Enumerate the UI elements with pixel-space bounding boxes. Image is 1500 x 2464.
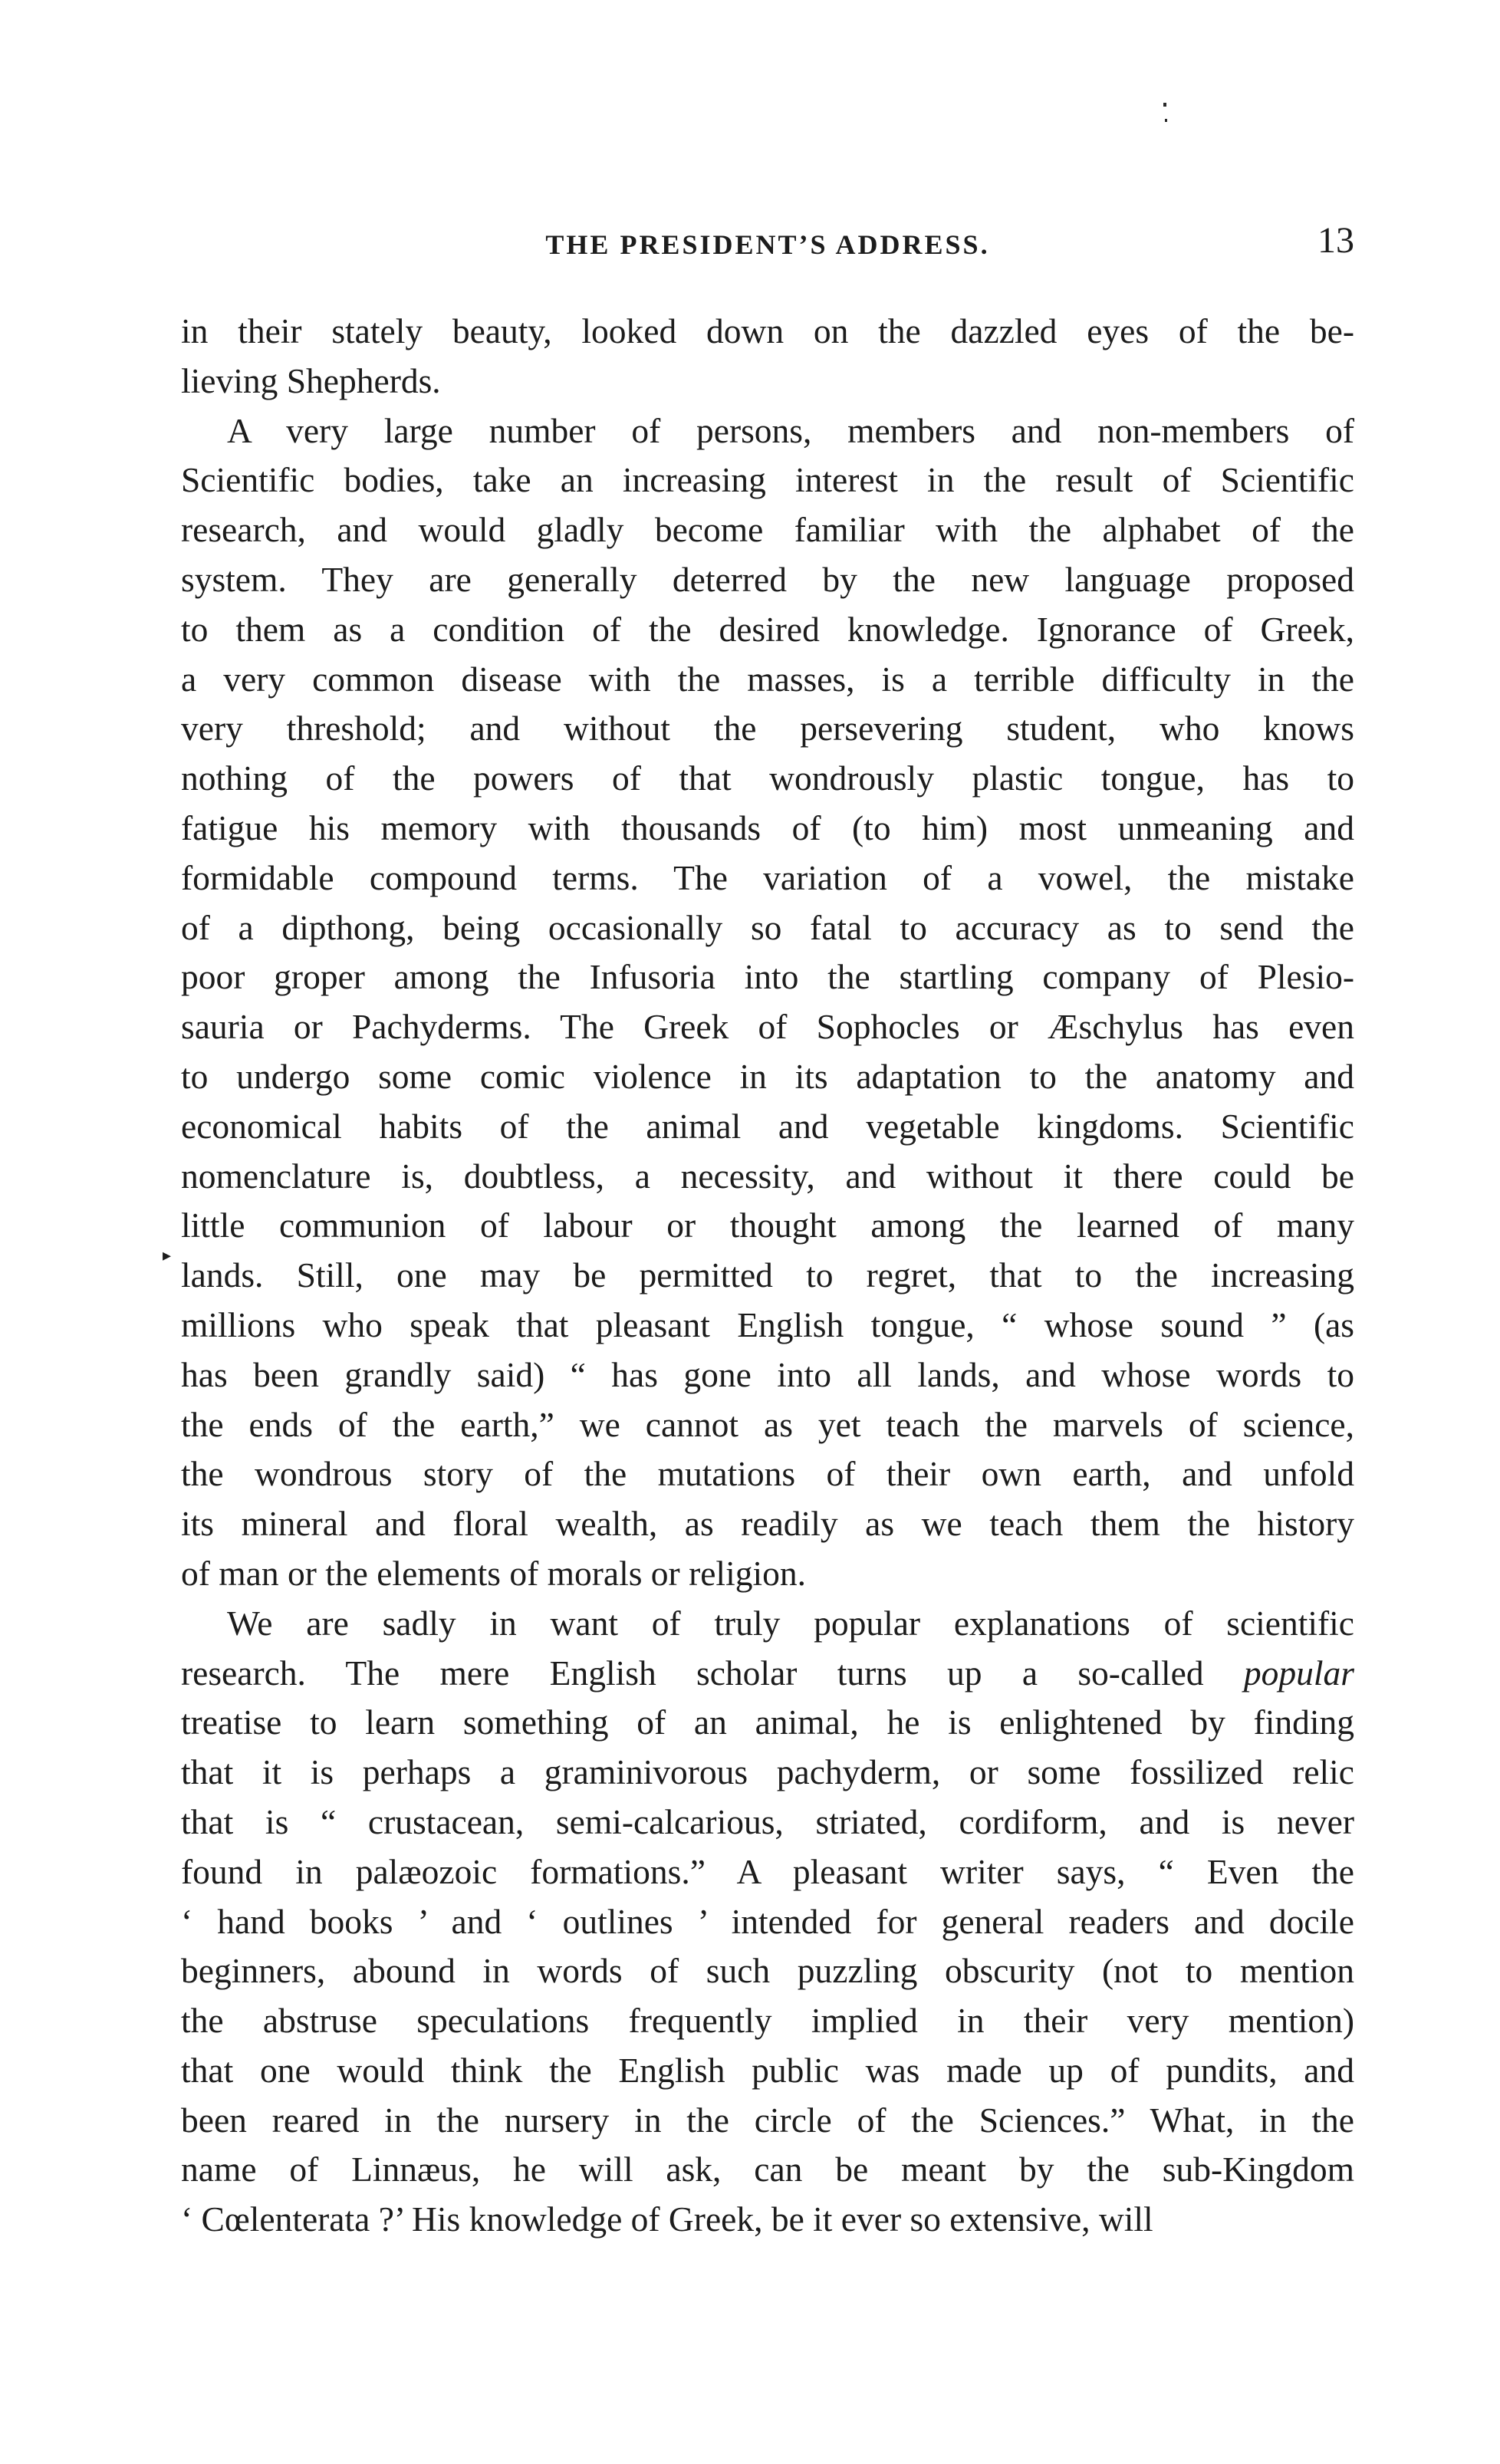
body-text [181, 307, 1354, 2245]
text-line: sauria or Pachyderms. The Greek of Sophocles or Æschylus has even [181, 1007, 1354, 1047]
ink-speck [1165, 119, 1167, 122]
text-line: nothing of the powers of that wondrously plastic tongue, has to [181, 758, 1354, 798]
text-line: its mineral and floral wealth, as readily as we teach them the history [181, 1504, 1354, 1544]
text-line: lands. Still, one may be permitted to regret, that to the increasing [181, 1255, 1354, 1295]
text-line: name of Linnæus, he will ask, can be meant by the sub-Kingdom [181, 2150, 1354, 2189]
text-line: a very common disease with the masses, is a terrible difficulty in the [181, 659, 1354, 699]
text-line: system. They are generally deterred by the new language proposed [181, 559, 1354, 599]
text-line: that it is perhaps a graminivorous pachyderm, or some fossilized relic [181, 1752, 1354, 1792]
text-line: economical habits of the animal and vegetable kingdoms. Scientific [181, 1106, 1354, 1146]
text-line: that is “ crustacean, semi-calcarious, striated, cordiform, and is never [181, 1801, 1354, 1841]
text-line: the wondrous story of the mutations of their own earth, and unfold [181, 1454, 1354, 1494]
text-line: fatigue his memory with thousands of (to him) most unmeaning and [181, 808, 1354, 847]
margin-mark: ▸ [163, 1245, 172, 1265]
paragraph [181, 307, 1354, 406]
text-line: found in palæozoic formations.” A pleasant writer says, “ Even the [181, 1851, 1354, 1891]
text-line: treatise to learn something of an animal, he is enlightened by finding [181, 1702, 1354, 1742]
text-line: little communion of labour or thought among the learned of many [181, 1206, 1354, 1245]
text-line: ‘ hand books ’ and ‘ outlines ’ intended for general readers and docile [181, 1901, 1354, 1941]
text-line: ‘ Cœlenterata ?’ His knowledge of Greek, be it ever so extensive, will [181, 2199, 1153, 2239]
text-line: nomenclature is, doubtless, a necessity, and without it there could be [181, 1156, 1354, 1196]
running-head: THE PRESIDENT’S ADDRESS. [545, 229, 990, 260]
paragraph [181, 406, 1354, 1599]
text-line: to them as a condition of the desired knowledge. Ignorance of Greek, [181, 609, 1354, 649]
text-line: of a dipthong, being occasionally so fatal to accuracy as to send the [181, 907, 1354, 947]
text-line: A very large number of persons, members and non-members of [227, 410, 1354, 450]
page-number: 13 [1317, 220, 1354, 261]
text-line: poor groper among the Infusoria into the startling company of Plesio- [181, 957, 1354, 997]
text-line: the ends of the earth,” we cannot as yet teach the marvels of science, [181, 1404, 1354, 1444]
paragraph [181, 1599, 1354, 2245]
text-line: that one would think the English public was made up of pundits, and [181, 2050, 1354, 2090]
text-line: very threshold; and without the persevering student, who knows [181, 709, 1354, 748]
ink-speck [1163, 103, 1166, 107]
text-line: research. The mere English scholar turns up a so-called popular [181, 1653, 1354, 1693]
page-header [181, 219, 1354, 281]
text-line: lieving Shepherds. [181, 360, 441, 400]
text-line: beginners, abound in words of such puzzling obscurity (not to mention [181, 1951, 1354, 1991]
text-line: the abstruse speculations frequently implied in their very mention) [181, 2001, 1354, 2041]
text-line: research, and would gladly become familiar with the alphabet of the [181, 510, 1354, 550]
text-line: We are sadly in want of truly popular explanations of scientific [227, 1603, 1354, 1643]
text-line: has been grandly said) “ has gone into all lands, and whose words to [181, 1354, 1354, 1394]
text-line: formidable compound terms. The variation of a vowel, the mistake [181, 857, 1354, 897]
text-line: Scientific bodies, take an increasing interest in the result of Scientific [181, 460, 1354, 500]
text-line: millions who speak that pleasant English tongue, “ whose sound ” (as [181, 1304, 1354, 1344]
text-line: in their stately beauty, looked down on the dazzled eyes of the be- [181, 311, 1354, 350]
text-line: to undergo some comic violence in its adaptation to the anatomy and [181, 1056, 1354, 1096]
text-line: of man or the elements of morals or religion. [181, 1553, 806, 1593]
text-line: been reared in the nursery in the circle of the Sciences.” What, in the [181, 2100, 1354, 2140]
